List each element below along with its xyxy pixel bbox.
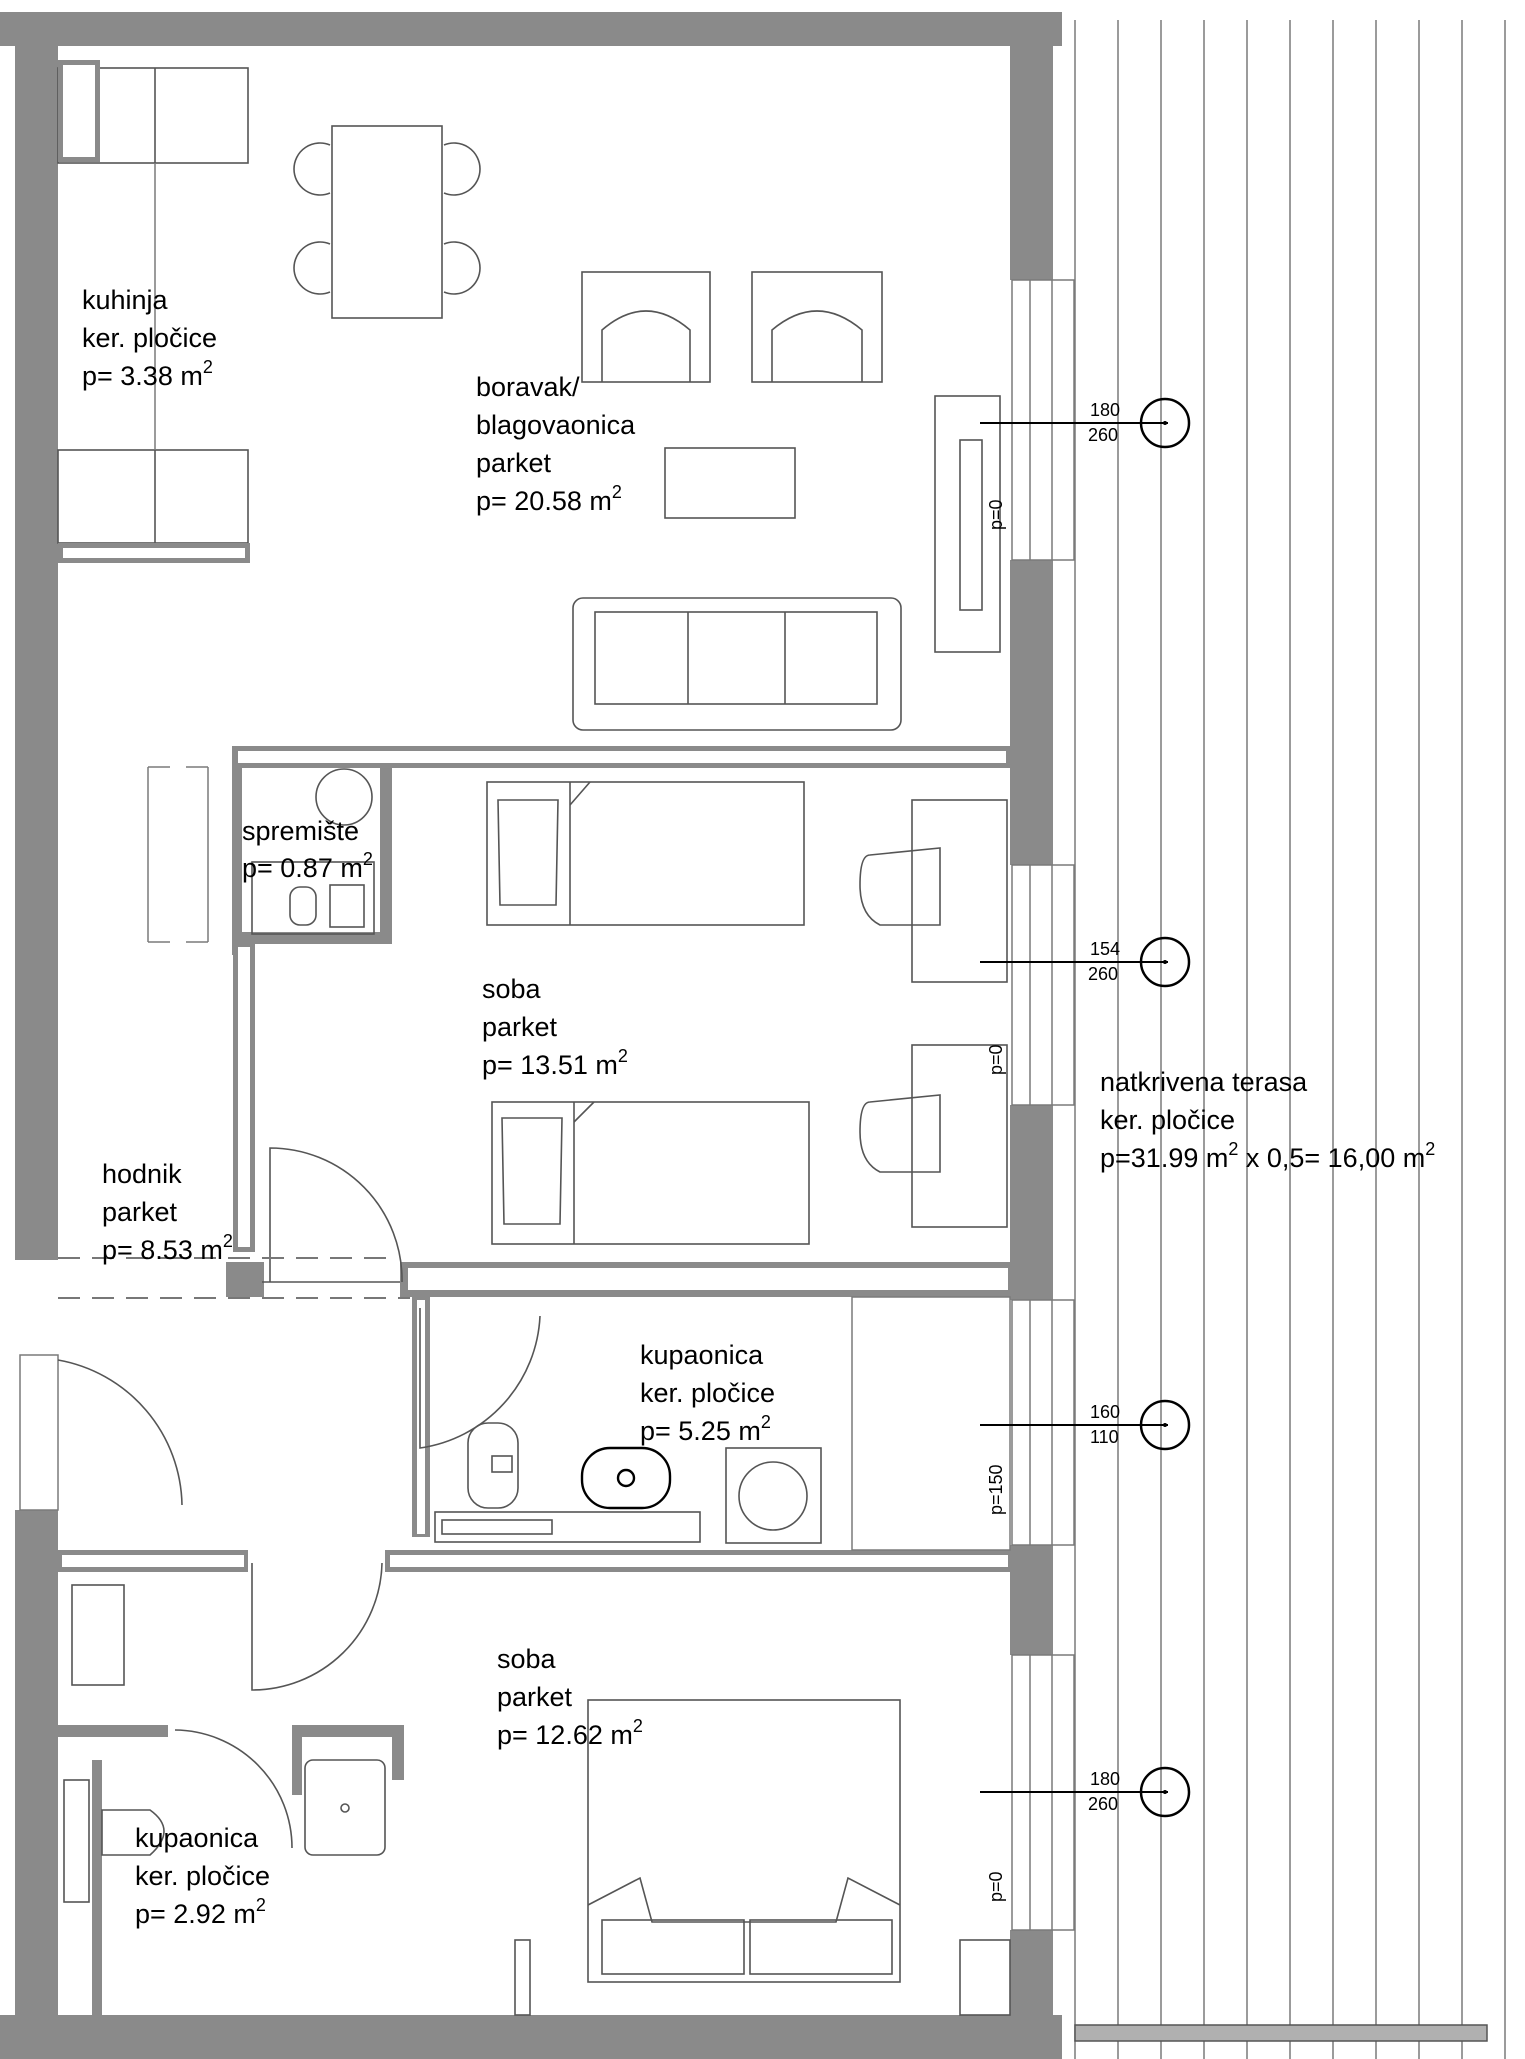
kuhinja-name: kuhinja: [82, 285, 168, 315]
soba1-floor: parket: [482, 1012, 558, 1042]
door-bathroom: [420, 1308, 540, 1448]
door-storage: [148, 767, 208, 942]
window-1-bottom: 260: [1088, 425, 1119, 445]
right-wall-5: [1010, 1930, 1053, 2015]
living-furniture: [573, 272, 1000, 730]
right-wall-2: [1010, 560, 1053, 865]
label-soba1: [482, 974, 628, 1080]
doors: [20, 767, 540, 1848]
terrace-decking: [1075, 20, 1505, 2059]
washbasin: [582, 1448, 670, 1508]
label-boravak: [476, 372, 636, 516]
boravak-name-2: blagovaonica: [476, 410, 636, 440]
window-3-sill: p=150: [986, 1464, 1006, 1515]
window-frame-2: [1012, 865, 1074, 1105]
door-entrance: [58, 1360, 182, 1505]
kupaonica2-area: p= 2.92 $m^2$: [135, 1895, 266, 1929]
left-wall-upper: [15, 12, 58, 1260]
top-wall: [0, 12, 1062, 46]
left-wall-lower: [15, 1510, 58, 2059]
label-soba2: [497, 1644, 643, 1750]
window-2-top: 154: [1090, 939, 1121, 959]
bed-bottom: [492, 1102, 809, 1244]
kupaonica2-name: kupaonica: [135, 1823, 259, 1853]
label-kupaonica2: [135, 1823, 270, 1929]
kuhinja-floor: ker. pločice: [82, 323, 218, 353]
boravak-floor: parket: [476, 448, 552, 478]
right-wall-1: [1010, 12, 1053, 280]
kupaonica1-area: p= 5.25 $m^2$: [640, 1412, 771, 1446]
spremiste-name: spremište: [242, 816, 360, 846]
toilet: [468, 1423, 518, 1508]
kuhinja-area: p= 3.38 $m^2$: [82, 357, 213, 391]
right-wall-3: [1010, 1105, 1053, 1300]
bottom-wall: [0, 2015, 1062, 2059]
window-4-top: 180: [1090, 1769, 1121, 1789]
label-hodnik: [102, 1159, 233, 1265]
soba2-area: p= 12.62 $m^2$: [497, 1716, 643, 1750]
window-frames: [1012, 280, 1074, 1930]
right-wall-4: [1010, 1545, 1053, 1655]
storage-fixtures: [252, 769, 374, 934]
sofa: [573, 598, 901, 730]
chair-bottom: [860, 1095, 940, 1172]
kupaonica1-floor: ker. pločice: [640, 1378, 776, 1408]
boravak-name-1: boravak/: [476, 372, 580, 402]
kupaonica1-name: kupaonica: [640, 1340, 764, 1370]
terasa-floor: ker. pločice: [1100, 1105, 1236, 1135]
hodnik-area: p= 8.53 $m^2$: [102, 1231, 233, 1265]
window-4-sill: p=0: [986, 1871, 1006, 1902]
window-1-sill: p=0: [986, 499, 1006, 530]
window-3-top: 160: [1090, 1402, 1121, 1422]
spremiste-area: p= 0.87 $m^2$: [242, 849, 373, 883]
terasa-name: natkrivena terasa: [1100, 1067, 1308, 1097]
boravak-area: p= 20.58 $m^2$: [476, 482, 622, 516]
label-spremiste: [242, 816, 373, 883]
window-frame-3: [1012, 1300, 1074, 1545]
hodnik-name: hodnik: [102, 1159, 182, 1189]
door-room2: [252, 1563, 382, 1690]
soba1-name: soba: [482, 974, 541, 1004]
door-room1: [270, 1148, 402, 1282]
window-1-top: 180: [1090, 400, 1121, 420]
window-frame-1: [1012, 280, 1074, 560]
desk-top: [912, 800, 1007, 982]
terasa-area: p=31.99 $m^2$ x 0,5= 16,00 $m^2$: [1100, 1139, 1436, 1173]
dining-table: [294, 126, 480, 318]
window-3-bottom: 110: [1090, 1427, 1119, 1447]
soba2-floor: parket: [497, 1682, 573, 1712]
window-4-bottom: 260: [1088, 1794, 1119, 1814]
bed-top: [487, 782, 804, 925]
window-2-sill: p=0: [986, 1044, 1006, 1075]
kupaonica2-floor: ker. pločice: [135, 1861, 271, 1891]
room1-furniture: [487, 782, 1007, 1244]
soba1-area: p= 13.51 $m^2$: [482, 1046, 628, 1080]
label-terasa: [1100, 1067, 1435, 1173]
coffee-table: [665, 448, 795, 518]
label-kuhinja: [82, 285, 217, 391]
washbasin-2: [305, 1760, 385, 1855]
label-kupaonica1: [640, 1340, 775, 1446]
chair-top: [860, 848, 940, 925]
terrace-railing: [1075, 2025, 1487, 2041]
soba2-name: soba: [497, 1644, 556, 1674]
hodnik-floor: parket: [102, 1197, 178, 1227]
window-2-bottom: 260: [1088, 964, 1119, 984]
